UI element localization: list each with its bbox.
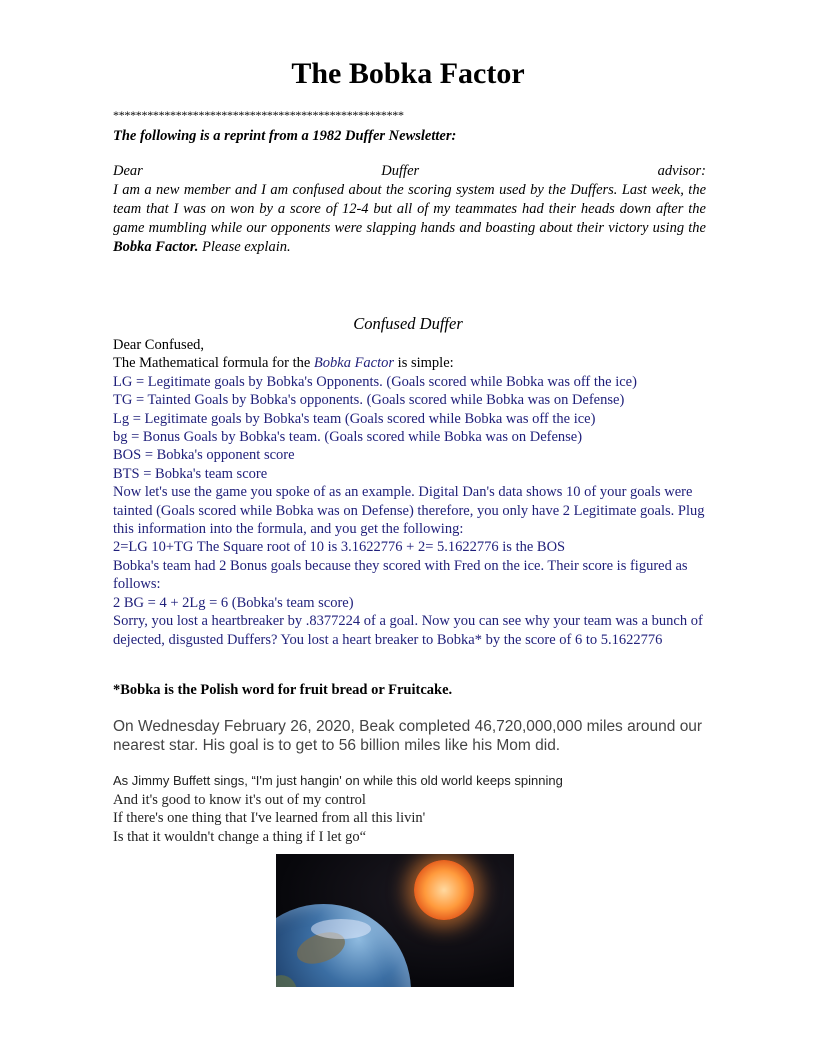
salutation-word: Dear xyxy=(113,163,143,179)
answer-line: Now let's use the game you spoke of as an example. Digital Dan's data shows 10 of your goals were tainted (Goals scored while Bobka was on Defense) therefore, you only have 2 Legitimate goals. Plug this information into the formula, and you get the following: xyxy=(113,484,705,538)
answer-line: Sorry, you lost a heartbreaker by .8377224 of a goal. Now you can see why your team was a bunch of dejected, disgusted Duffers? You lost a heart breaker to Bobka* by the score of 6 to 5.1622776 xyxy=(113,613,703,648)
answer-line: 2=LG 10+TG The Square root of 10 is 3.1622776 + 2= 5.1622776 is the BOS xyxy=(113,539,566,556)
song-line: If there's one thing that I've learned from all this livin' xyxy=(113,810,426,827)
formula-intro-text: The Mathematical formula for the xyxy=(113,355,314,372)
page-title: The Bobka Factor xyxy=(291,57,525,90)
song-line: And it's good to know it's out of my control xyxy=(113,791,366,808)
advisor-answer xyxy=(113,336,713,649)
reader-letter xyxy=(113,162,706,257)
letter-body-text: I am a new member and I am confused about the scoring system used by the Duffers. Last week, the team that I was on won by a score of 12-4 but all of my teammates had their heads down after the game mumbling while our opponents were slapping hands and boasting about their victory using the xyxy=(113,182,706,236)
earth-image xyxy=(276,904,411,987)
letter-salutation xyxy=(113,162,706,181)
answer-greeting: Dear Confused, xyxy=(113,337,205,353)
earth-clouds xyxy=(311,919,371,939)
song-line: Is that it wouldn't change a thing if I let go“ xyxy=(113,828,367,845)
answer-line: Lg = Legitimate goals by Bobka's team (Goals scored while Bobka was off the ice) xyxy=(113,410,596,427)
answer-line: Bobka's team had 2 Bonus goals because they scored with Fred on the ice. Their score is figured as follows: xyxy=(113,557,688,593)
sun-image xyxy=(414,860,474,920)
answer-line: LG = Legitimate goals by Bobka's Opponents. (Goals scored while Bobka was off the ice) xyxy=(113,373,637,390)
answer-line: 2 BG = 4 + 2Lg = 6 (Bobka's team score) xyxy=(113,594,354,611)
reprint-note: The following is a reprint from a 1982 Duffer Newsletter: xyxy=(113,128,457,144)
asterisk-divider: *************************************************** xyxy=(113,108,404,122)
earth-landmass xyxy=(276,968,306,987)
salutation-word: advisor: xyxy=(657,163,706,179)
earth-and-sun-photo xyxy=(276,854,514,987)
letter-body xyxy=(113,181,706,257)
song-quote xyxy=(113,772,563,846)
formula-intro-italic: Bobka Factor xyxy=(313,355,395,372)
answer-line: BOS = Bobka's opponent score xyxy=(113,447,295,464)
letter-body-end: Please explain. xyxy=(198,239,291,255)
song-line: As Jimmy Buffett sings, “I'm just hangin' on while this old world keeps spinning xyxy=(113,773,563,788)
bobka-footnote: *Bobka is the Polish word for fruit bread or Fruitcake. xyxy=(113,682,453,698)
answer-line: TG = Tainted Goals by Bobka's opponents. (Goals scored while Bobka was on Defense) xyxy=(113,392,625,409)
beak-note: On Wednesday February 26, 2020, Beak completed 46,720,000,000 miles around our nearest star. His goal is to get to 56 billion miles like his Mom did. xyxy=(113,718,703,754)
answer-line: BTS = Bobka's team score xyxy=(113,465,268,482)
letter-signoff: Confused Duffer xyxy=(353,314,463,333)
formula-intro-end: is simple: xyxy=(394,355,454,372)
answer-line: bg = Bonus Goals by Bobka's team. (Goals scored while Bobka was on Defense) xyxy=(113,429,583,446)
salutation-word: Duffer xyxy=(381,163,420,179)
formula-intro xyxy=(113,354,713,372)
letter-body-bold: Bobka Factor. xyxy=(113,239,199,255)
